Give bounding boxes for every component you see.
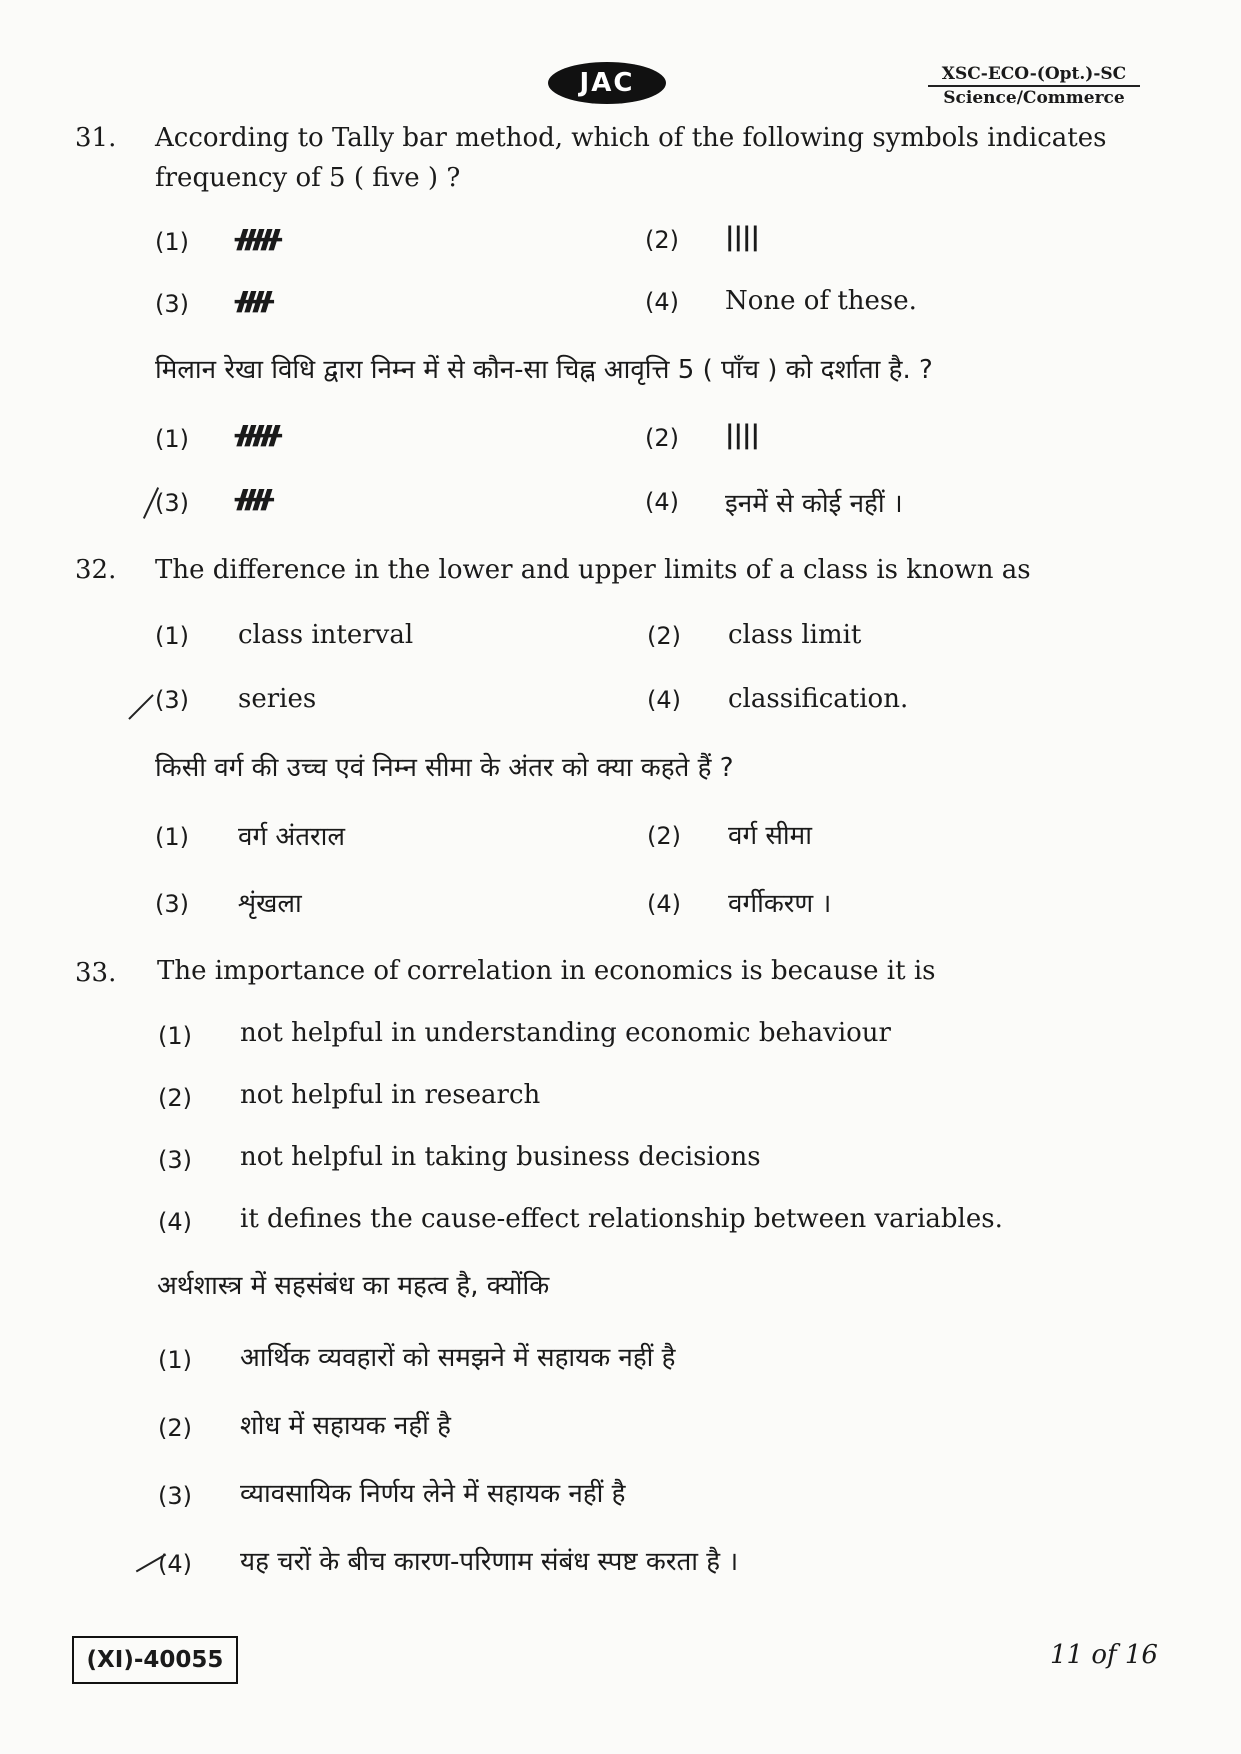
stream-label: Science/Commerce — [943, 88, 1125, 108]
tally-symbol: ᚏ — [235, 224, 281, 254]
option-label: यह चरों के बीच कारण-परिणाम संबंध स्पष्ट करता है । — [240, 1547, 739, 1577]
option-label: वर्ग अंतराल — [238, 822, 346, 852]
option-number: (2) — [645, 424, 679, 452]
option-label: वर्ग सीमा — [728, 821, 812, 851]
option-number: (1) — [155, 622, 189, 650]
option-label: classification. — [728, 684, 909, 714]
question-text: The difference in the lower and upper limits of a class is known as — [155, 555, 1031, 585]
option-label: None of these. — [725, 286, 917, 316]
option-number: (4) — [647, 890, 681, 918]
option-label: वर्गीकरण । — [728, 889, 832, 919]
option-number: (3) — [155, 890, 189, 918]
option-number: (3) — [155, 686, 189, 714]
option-number: (4) — [158, 1550, 192, 1578]
option-label: व्यावसायिक निर्णय लेने में सहायक नहीं है — [240, 1479, 626, 1509]
option-number: (1) — [155, 228, 189, 256]
option-number: (1) — [158, 1022, 192, 1050]
option-label: class interval — [238, 620, 414, 650]
question-text: According to Tally bar method, which of the following symbols indicates — [155, 123, 1107, 153]
option-number: (3) — [155, 290, 189, 318]
option-label: not helpful in understanding economic behaviour — [240, 1018, 891, 1048]
option-number: (1) — [155, 823, 189, 851]
option-number: (2) — [647, 622, 681, 650]
jac-logo: JAC — [548, 62, 666, 104]
question-text-hindi: अर्थशास्त्र में सहसंबंध का महत्व है, क्योंकि — [157, 1271, 550, 1301]
tally-symbol: ᚎ — [235, 484, 273, 514]
option-number: (2) — [645, 226, 679, 254]
answer-tick-mark — [128, 694, 153, 719]
option-number: (1) — [158, 1346, 192, 1374]
option-number: (2) — [158, 1084, 192, 1112]
option-number: (3) — [155, 489, 189, 517]
page-number: 11 of 16 — [1050, 1640, 1158, 1670]
option-label: class limit — [728, 620, 862, 650]
question-number: 32. — [75, 555, 117, 585]
option-label: आर्थिक व्यवहारों को समझने में सहायक नहीं है — [240, 1343, 676, 1373]
option-number: (4) — [158, 1208, 192, 1236]
question-number: 31. — [75, 123, 117, 153]
question-text: The importance of correlation in economics is because it is — [157, 956, 936, 986]
option-label: इनमें से कोई नहीं । — [725, 489, 903, 519]
option-label: not helpful in taking business decisions — [240, 1142, 761, 1172]
question-number: 33. — [75, 958, 117, 988]
option-number: (3) — [158, 1482, 192, 1510]
option-label: शृंखला — [238, 889, 302, 919]
option-number: (3) — [158, 1146, 192, 1174]
tally-symbol: |||| — [725, 420, 759, 450]
option-label: series — [238, 684, 317, 714]
paper-code-footer: (XI)-40055 — [72, 1636, 238, 1684]
option-label: it defines the cause-effect relationship between variables. — [240, 1204, 1003, 1234]
option-number: (2) — [647, 822, 681, 850]
paper-code-header — [928, 64, 1140, 108]
question-text: frequency of 5 ( five ) ? — [155, 163, 461, 193]
question-text-hindi: मिलान रेखा विधि द्वारा निम्न में से कौन-सा चिह्न आवृत्ति 5 ( पाँच ) को दर्शाता है. ? — [155, 355, 933, 385]
tally-symbol: ᚏ — [235, 420, 281, 450]
option-number: (1) — [155, 425, 189, 453]
subject-code: XSC-ECO-(Opt.)-SC — [928, 64, 1140, 87]
option-number: (4) — [647, 686, 681, 714]
question-text-hindi: किसी वर्ग की उच्च एवं निम्न सीमा के अंतर को क्या कहते हैं ? — [155, 753, 734, 783]
tally-symbol: |||| — [725, 222, 759, 252]
option-number: (4) — [645, 488, 679, 516]
tally-symbol: ᚎ — [235, 286, 273, 316]
option-number: (2) — [158, 1414, 192, 1442]
option-label: शोध में सहायक नहीं है — [240, 1411, 451, 1441]
option-number: (4) — [645, 288, 679, 316]
option-label: not helpful in research — [240, 1080, 541, 1110]
